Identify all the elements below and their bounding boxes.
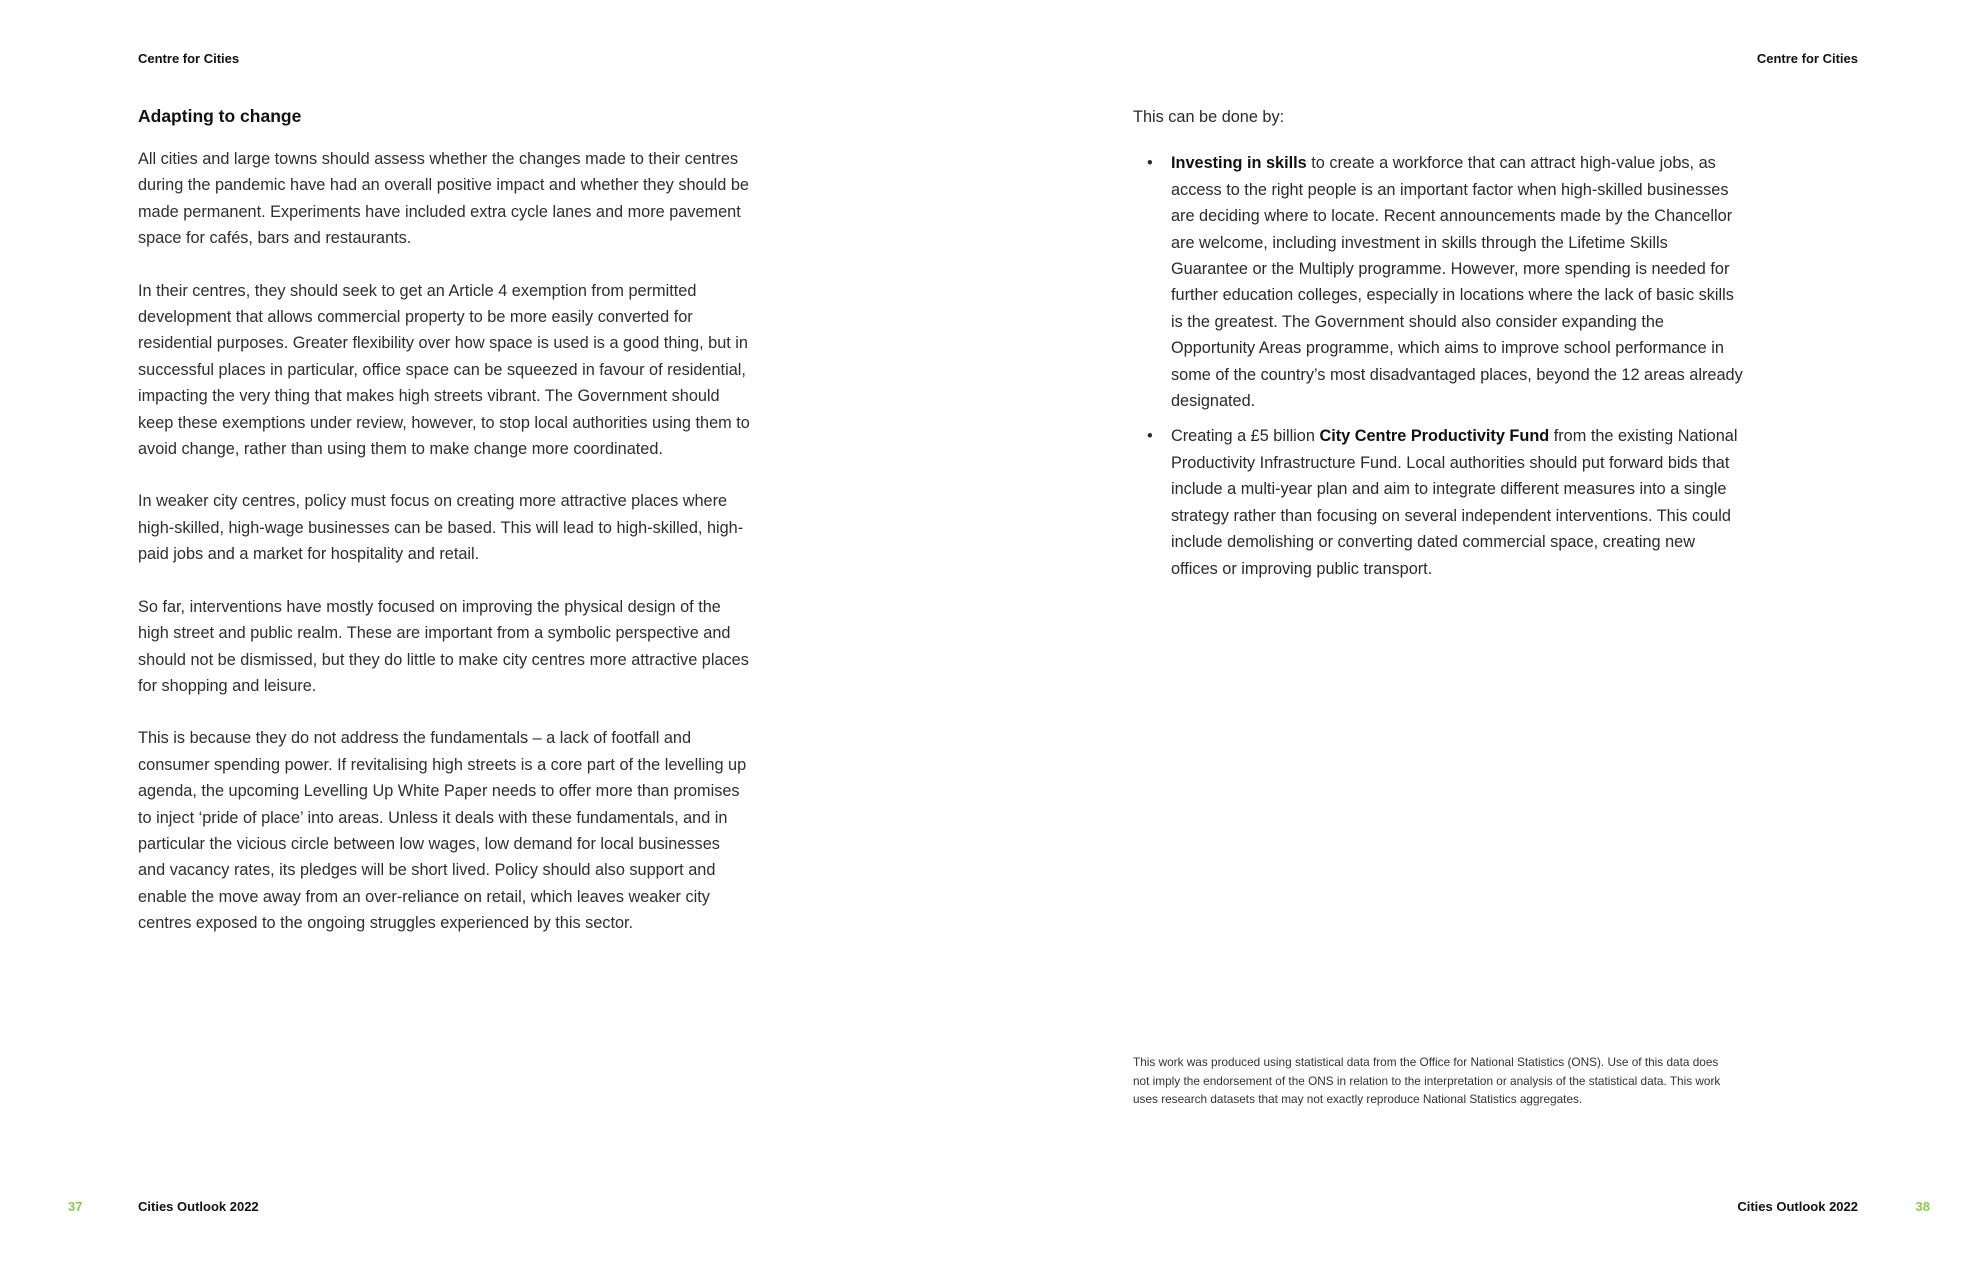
page-number: 37 — [68, 1199, 83, 1214]
paragraph: In weaker city centres, policy must focus on creating more attractive places where high-skilled, high-wage businesses can be based. This will lead to high-skilled, high-paid jobs and a market for hospitality and retail. — [138, 492, 744, 564]
left-column — [138, 104, 750, 963]
footer-title: Cities Outlook 2022 — [1737, 1199, 1858, 1214]
bullet-marker: • — [1147, 427, 1153, 446]
intro-text: This can be done by: — [1133, 108, 1285, 126]
paragraph: So far, interventions have mostly focused on improving the physical design of the high street and public realm. These are important from a symbolic perspective and should not be dismissed, but they do little to make city centres more attractive places for shopping and leisure. — [138, 597, 749, 695]
bullet-marker: • — [1147, 154, 1153, 173]
running-head: Centre for Cities — [138, 51, 240, 66]
bullet-item-city-centre-productivity-fund — [1133, 423, 1743, 581]
bullet-term: Investing in skills — [1171, 154, 1307, 173]
paragraph: This is because they do not address the fundamentals – a lack of footfall and consumer spending power. If revitalising high streets is a core part of the levelling up agenda, the upcoming Levelling Up White Paper needs to offer more than promises to inject ‘pride of place’ into areas. Unless it deals with these fundamentals, and in particular the vicious circle between low wages, low demand for local businesses and vacancy rates, its pledges will be short lived. Policy should also support and enable the move away from an over-reliance on retail, which leaves weaker city centres exposed to the ongoing struggles experienced by this sector. — [138, 729, 747, 933]
running-head: Centre for Cities — [1756, 51, 1858, 66]
right-page — [992, 0, 1984, 1276]
section-heading: Adapting to change — [138, 106, 302, 126]
footnote: This work was produced using statistical data from the Office for National Statistics (ONS). Use of this data does not imply the endorsement of the ONS in relation to the interpretation or analysis of the statistical data. This work uses research datasets that may not exactly reproduce National Statistics aggregates. — [1133, 1055, 1721, 1107]
page-number: 38 — [1915, 1199, 1930, 1214]
bullet-list — [1133, 150, 1743, 582]
bullet-text: to create a workforce that can attract high-value jobs, as access to the right people is an important factor when high-skilled businesses are deciding where to locate. Recent announcements made by the Chancellor are welcome, including investment in skills through the Lifetime Skills Guarantee or the Multiply programme. However, more spending is needed for further education colleges, especially in locations where the lack of basic skills is the greatest. The Government should also consider expanding the Opportunity Areas programme, which aims to improve school performance in some of the country’s most disadvantaged places, beyond the 12 areas already designated. — [1171, 154, 1743, 411]
right-column — [1133, 104, 1743, 591]
bullet-item-investing-in-skills — [1133, 150, 1743, 414]
bullet-text: from the existing National Productivity Infrastructure Fund. Local authorities should put forward bids that include a multi-year plan and aim to integrate different measures into a single strategy rather than focusing on several independent interventions. This could include demolishing or converting dated commercial space, creating new offices or improving public transport. — [1171, 427, 1738, 578]
paragraph: All cities and large towns should assess whether the changes made to their centres during the pandemic have had an overall positive impact and whether they should be made permanent. Experiments have included extra cycle lanes and more pavement space for cafés, bars and restaurants. — [138, 150, 749, 248]
paragraph: In their centres, they should seek to get an Article 4 exemption from permitted development that allows commercial property to be more easily converted for residential purposes. Greater flexibility over how space is used is a good thing, but in successful places in particular, office space can be squeezed in favour of residential, impacting the very thing that makes high streets vibrant. The Government should keep these exemptions under review, however, to stop local authorities using them to avoid change, rather than using them to make change more coordinated. — [138, 281, 750, 459]
bullet-term: City Centre Productivity Fund — [1319, 427, 1550, 446]
bullet-lead: Creating a £5 billion — [1171, 427, 1320, 446]
footer-title: Cities Outlook 2022 — [138, 1199, 259, 1214]
